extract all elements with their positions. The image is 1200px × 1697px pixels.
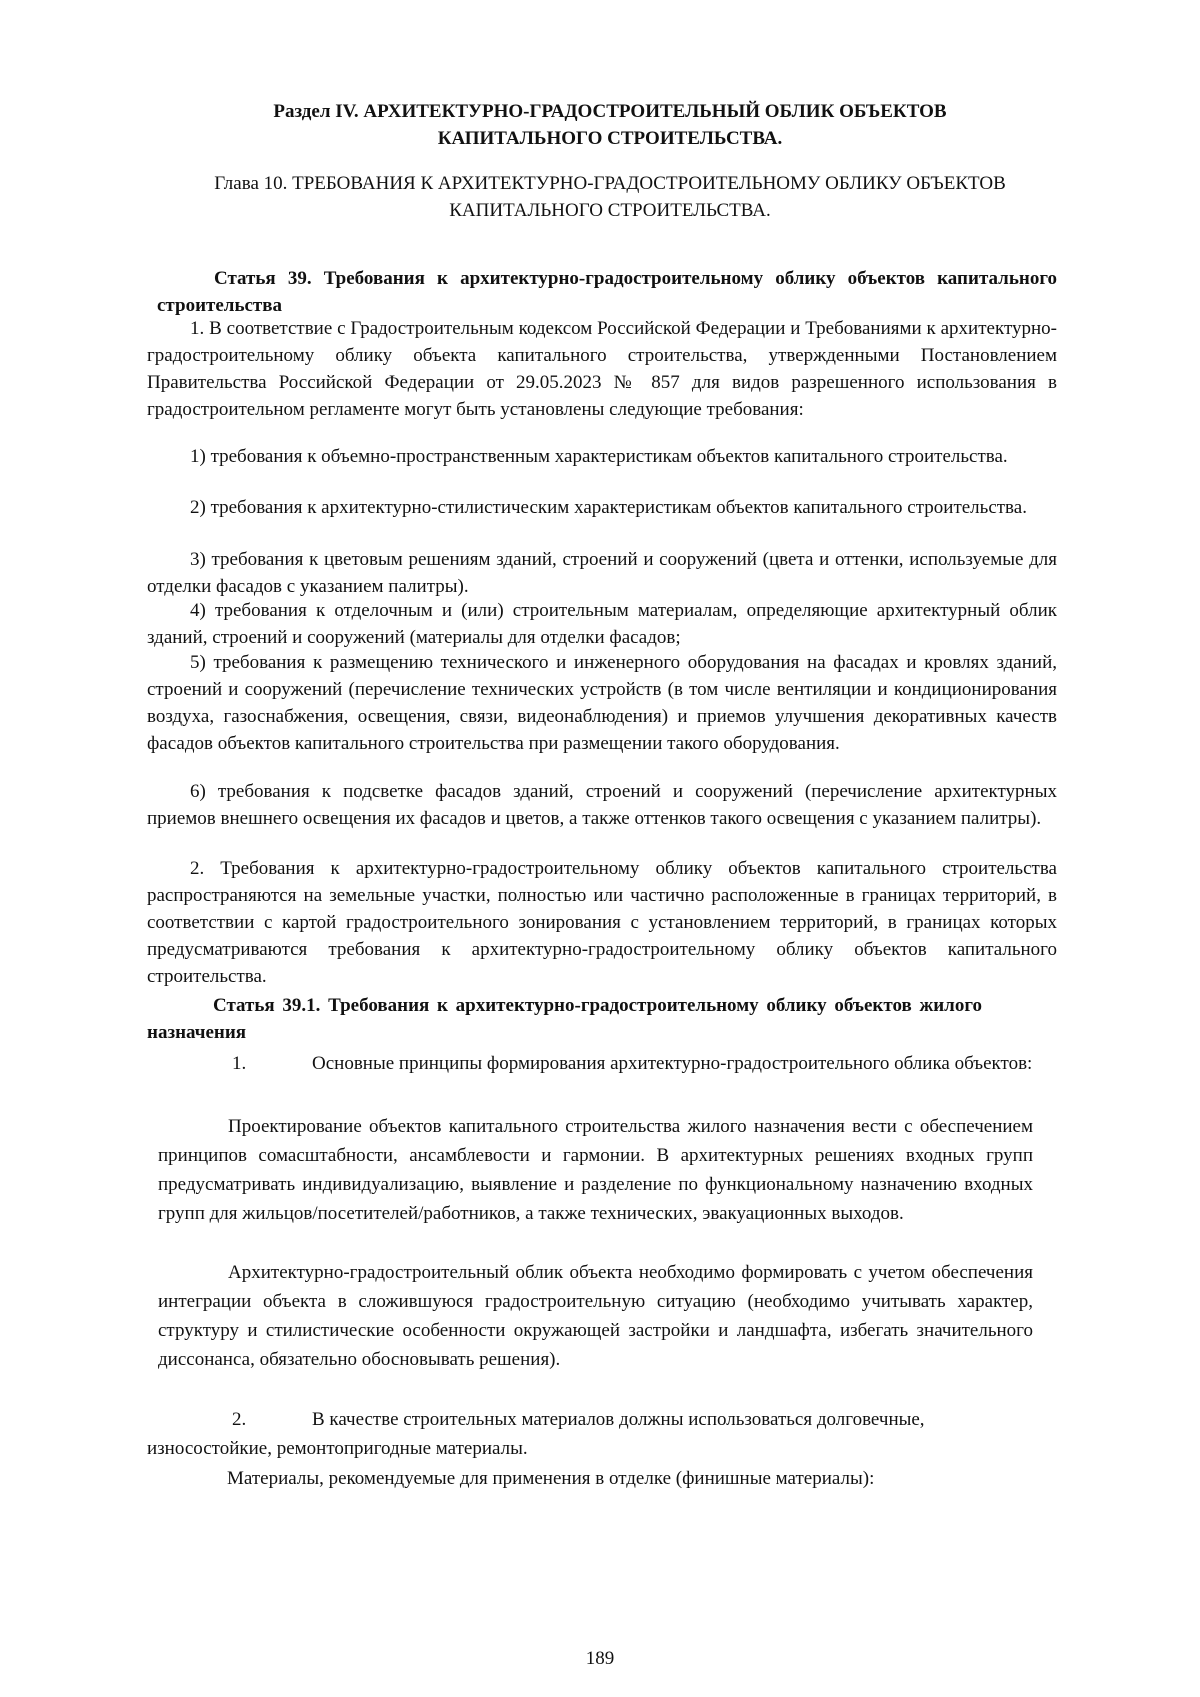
section-title: Раздел IV. АРХИТЕКТУРНО-ГРАДОСТРОИТЕЛЬНЫЙ ОБЛИК ОБЪЕКТОВ КАПИТАЛЬНОГО СТРОИТЕЛЬСТВА. bbox=[273, 101, 947, 149]
chapter-title: Глава 10. ТРЕБОВАНИЯ К АРХИТЕКТУРНО-ГРАДОСТРОИТЕЛЬНОМУ ОБЛИКУ ОБЪЕКТОВ КАПИТАЛЬНОГО СТРОИТЕЛЬСТВА. bbox=[214, 173, 1006, 221]
article-39-1-heading: Статья 39.1. Требования к архитектурно-градостроительному облику объектов жилого назначения bbox=[147, 995, 982, 1043]
article-39-1-item-2 bbox=[147, 1405, 1037, 1463]
article-39-1-paragraph-b: Архитектурно-градостроительный облик объекта необходимо формировать с учетом обеспечения интеграции объекта в сложившуюся градостроительную ситуацию (необходимо учитывать характер, структуру и стилистические особенности окружающей застройки и ландшафта, избегать значительного диссонанса, обязательно обосновывать решения). bbox=[158, 1262, 1033, 1370]
item-1-text: Основные принципы формирования архитектурно-градостроительного облика объектов: bbox=[312, 1053, 1033, 1074]
article-39-paragraph-1: 1. В соответствие с Градостроительным кодексом Российской Федерации и Требованиями к архитектурно-градостроительному облику объекта капитального строительства, утвержденными Постановлением Правительства Российской Федерации от 29.05.2023 № 857 для видов разрешенного использования в градостроительном регламенте могут быть установлены следующие требования: bbox=[147, 318, 1057, 420]
article-39-heading: Статья 39. Требования к архитектурно-градостроительному облику объектов капитального строительства bbox=[157, 268, 1057, 316]
list-item-4: 4) требования к отделочным и (или) строительным материалам, определяющие архитектурный облик зданий, строений и сооружений (материалы для отделки фасадов; bbox=[147, 600, 1057, 648]
list-item-6: 6) требования к подсветке фасадов зданий, строений и сооружений (перечисление архитектурных приемов внешнего освещения их фасадов и цветов, а также оттенков такого освещения с указанием палитры). bbox=[147, 781, 1057, 829]
article-39-1-item-1 bbox=[147, 1050, 1037, 1077]
list-item-5: 5) требования к размещению технического и инженерного оборудования на фасадах и кровлях зданий, строений и сооружений (перечисление технических устройств (в том числе вентиляции и кондиционирования воздуха, газоснабжения, освещения, связи, видеонаблюдения) и приемов улучшения декоративных качеств фасадов объектов капитального строительства при размещении такого оборудования. bbox=[147, 652, 1057, 754]
article-39-paragraph-2: 2. Требования к архитектурно-градостроительному облику объектов капитального строительства распространяются на земельные участки, полностью или частично расположенные в границах территорий, в соответствии с картой градостроительного зонирования с установлением территорий, в границах которых предусматриваются требования к архитектурно-градостроительному облику объектов капитального строительства. bbox=[147, 858, 1057, 987]
article-39-1-paragraph-c: Материалы, рекомендуемые для применения в отделке (финишные материалы): bbox=[227, 1468, 875, 1489]
item-2-text: В качестве строительных материалов должны использоваться долговечные, износостойкие, ремонтопригодные материалы. bbox=[147, 1409, 925, 1459]
list-item-1: 1) требования к объемно-пространственным характеристикам объектов капитального строительства. bbox=[190, 446, 1008, 467]
item-2-number: 2. bbox=[232, 1409, 247, 1430]
page-number: 189 bbox=[585, 1648, 615, 1669]
list-item-2: 2) требования к архитектурно-стилистическим характеристикам объектов капитального строительства. bbox=[190, 497, 1027, 518]
item-1-number: 1. bbox=[232, 1053, 247, 1074]
article-39-1-paragraph-a: Проектирование объектов капитального строительства жилого назначения вести с обеспечением принципов сомасштабности, ансамблевости и гармонии. В архитектурных решениях входных групп предусматривать индивидуализацию, выявление и разделение по функциональному назначению входных групп для жильцов/посетителей/работников, а также технических, эвакуационных выходов. bbox=[158, 1116, 1033, 1224]
list-item-3: 3) требования к цветовым решениям зданий, строений и сооружений (цвета и оттенки, используемые для отделки фасадов с указанием палитры). bbox=[147, 549, 1057, 597]
